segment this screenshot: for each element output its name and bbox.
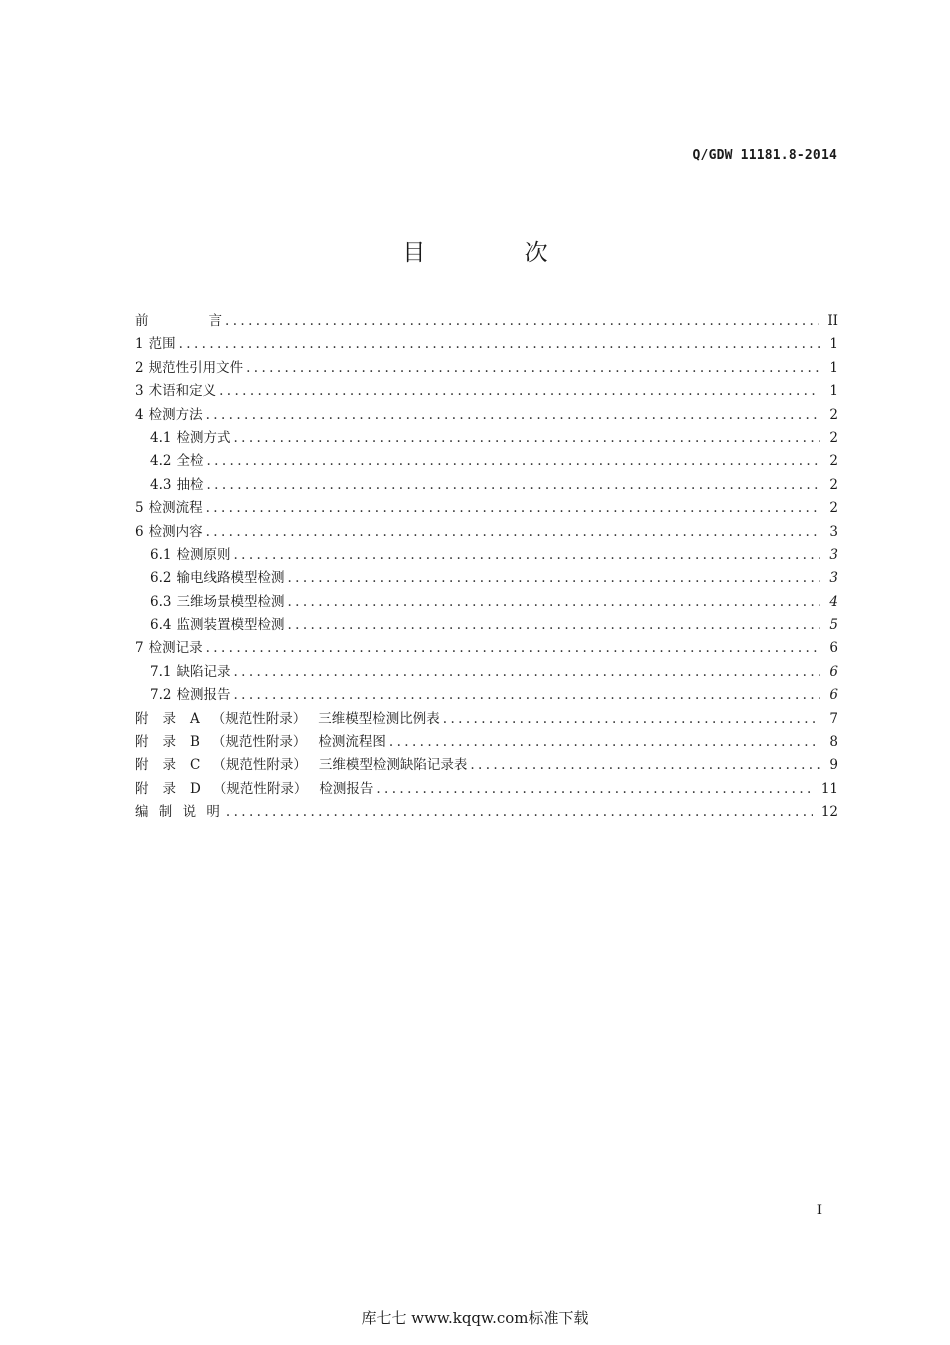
toc-page-number: 2 [829, 500, 838, 517]
toc-leader-dots [287, 570, 820, 586]
toc-entry-4-2[interactable] [135, 449, 838, 472]
toc-entry-label: 检测报告 [176, 687, 231, 704]
appendix-type: （规范性附录） [212, 757, 307, 774]
toc-entry-6-4[interactable] [135, 613, 838, 636]
toc-page-number: 6 [829, 687, 838, 704]
page-number: I [816, 1203, 822, 1218]
toc-leader-dots [206, 453, 820, 469]
toc-appendix-a[interactable]: 附 录 A （规范性附录） 三维模型检测比例表 ..... 7 [135, 707, 838, 730]
toc-entry-4[interactable] [135, 403, 838, 426]
toc-page-number: 12 [820, 804, 838, 821]
toc-page-number: 6 [829, 663, 838, 680]
appendix-letter: C [190, 757, 201, 774]
toc-page-number: 9 [829, 757, 838, 774]
toc-appendix-c[interactable]: 附 录 C （规范性附录） 三维模型检测缺陷记录表 ..... 9 [135, 753, 838, 776]
appendix-type: （规范性附录） [212, 780, 308, 797]
toc-entry-label: 术语和定义 [148, 383, 217, 400]
toc-leader-dots [179, 336, 820, 352]
toc-page-number: 2 [829, 429, 838, 446]
toc-entry-label: 监测装置模型检测 [176, 617, 285, 634]
toc-entry-label: 抽检 [176, 476, 204, 493]
toc-leader-dots [219, 383, 820, 399]
toc-entry-label: 规范性引用文件 [148, 359, 244, 376]
page-title: 目 次 [402, 240, 594, 266]
table-of-contents [135, 309, 838, 824]
toc-entry-preface[interactable] [135, 309, 838, 332]
toc-entry-label: 检测流程 [148, 500, 203, 517]
toc-page-number: 2 [829, 476, 838, 493]
section-number: 6.2 [150, 570, 172, 587]
toc-page-number: 1 [829, 336, 838, 353]
toc-leader-dots [376, 781, 812, 797]
toc-entry-label: 三维模型检测缺陷记录表 [318, 757, 468, 774]
section-number: 7 [135, 640, 144, 657]
toc-page-number: 6 [829, 640, 838, 657]
section-number: 6.4 [150, 617, 172, 634]
section-number: 5 [135, 500, 144, 517]
section-number: 3 [135, 383, 144, 400]
toc-entry-2[interactable] [135, 356, 838, 379]
toc-entry-6-2[interactable] [135, 566, 838, 589]
section-number: 6.1 [150, 546, 172, 563]
toc-page-number: 7 [829, 710, 838, 727]
toc-leader-dots [226, 804, 813, 820]
toc-leader-dots [233, 430, 820, 446]
toc-entry-6-3[interactable] [135, 590, 838, 613]
toc-entry-6[interactable] [135, 520, 838, 543]
toc-page-number: 8 [829, 734, 838, 751]
toc-entry-7-2[interactable] [135, 683, 838, 706]
toc-entry-4-3[interactable] [135, 473, 838, 496]
toc-appendix-d[interactable]: 附 录 D （规范性附录） 检测报告 ..... 11 [135, 777, 838, 800]
toc-entry-label: 检测内容 [148, 523, 203, 540]
toc-page-number: 1 [829, 359, 838, 376]
toc-entry-label: 检测记录 [148, 640, 203, 657]
toc-page-number: 3 [829, 570, 838, 587]
toc-entry-5[interactable] [135, 496, 838, 519]
toc-entry-label: 前 言 [135, 313, 222, 329]
section-number: 4.1 [150, 429, 172, 446]
toc-entry-label: 缺陷记录 [176, 663, 231, 680]
toc-page-number: 2 [829, 453, 838, 470]
appendix-letter: A [190, 710, 200, 727]
toc-entry-compilation-notes[interactable] [135, 800, 838, 823]
toc-entry-label: 输电线路模型检测 [176, 570, 285, 587]
appendix-letter: D [190, 780, 201, 797]
toc-entry-label: 三维模型检测比例表 [318, 710, 440, 727]
section-number: 2 [135, 359, 144, 376]
toc-page-number: 4 [829, 593, 838, 610]
toc-leader-dots [287, 617, 820, 633]
toc-page-number: 1 [829, 383, 838, 400]
section-number: 7.2 [150, 687, 172, 704]
appendix-letter: B [190, 734, 200, 751]
toc-leader-dots [206, 477, 820, 493]
section-number: 1 [135, 336, 144, 353]
toc-page-number: II [827, 313, 838, 329]
toc-leader-dots [225, 313, 819, 329]
section-number: 6.3 [150, 593, 172, 610]
toc-entry-label: 检测流程图 [318, 734, 386, 751]
appendix-type: （规范性附录） [211, 710, 307, 727]
section-number: 6 [135, 523, 144, 540]
toc-entry-7-1[interactable] [135, 660, 838, 683]
toc-entry-1[interactable] [135, 332, 838, 355]
toc-leader-dots [206, 524, 820, 540]
toc-entry-3[interactable] [135, 379, 838, 402]
section-number: 4.3 [150, 476, 172, 493]
toc-entry-label: 全检 [176, 453, 204, 470]
appendix-type: （规范性附录） [211, 734, 307, 751]
toc-leader-dots [246, 360, 820, 376]
toc-entry-4-1[interactable] [135, 426, 838, 449]
toc-entry-label: 编 制 说 明 [135, 804, 223, 821]
section-number: 4.2 [150, 453, 172, 470]
toc-page-number: 5 [829, 617, 838, 634]
toc-entry-label: 范围 [148, 336, 176, 353]
section-number: 7.1 [150, 663, 172, 680]
toc-entry-label: 检测报告 [319, 780, 374, 797]
toc-entry-6-1[interactable] [135, 543, 838, 566]
footer-watermark-text: 库七七 www.kqqw.com标准下载 [361, 1309, 589, 1327]
toc-page-number: 3 [829, 523, 838, 540]
section-number: 4 [135, 406, 144, 423]
toc-leader-dots [233, 687, 820, 703]
toc-leader-dots [287, 594, 820, 610]
toc-leader-dots [389, 734, 820, 750]
standard-code: Q/GDW 11181.8-2014 [692, 148, 837, 163]
toc-page-number: 11 [820, 780, 838, 797]
toc-entry-label: 检测原则 [176, 546, 231, 563]
toc-leader-dots [206, 640, 820, 656]
toc-appendix-b[interactable]: 附 录 B （规范性附录） 检测流程图 ..... 8 [135, 730, 838, 753]
toc-entry-label: 检测方法 [148, 406, 203, 423]
toc-leader-dots [443, 711, 820, 727]
toc-leader-dots [470, 757, 820, 773]
toc-page-number: 2 [829, 406, 838, 423]
toc-leader-dots [233, 664, 820, 680]
toc-page-number: 3 [829, 546, 838, 563]
toc-leader-dots [233, 547, 820, 563]
toc-entry-7[interactable] [135, 636, 838, 659]
toc-leader-dots [206, 407, 820, 423]
toc-entry-label: 检测方式 [176, 429, 231, 446]
toc-entry-label: 三维场景模型检测 [176, 593, 285, 610]
toc-leader-dots [206, 500, 820, 516]
